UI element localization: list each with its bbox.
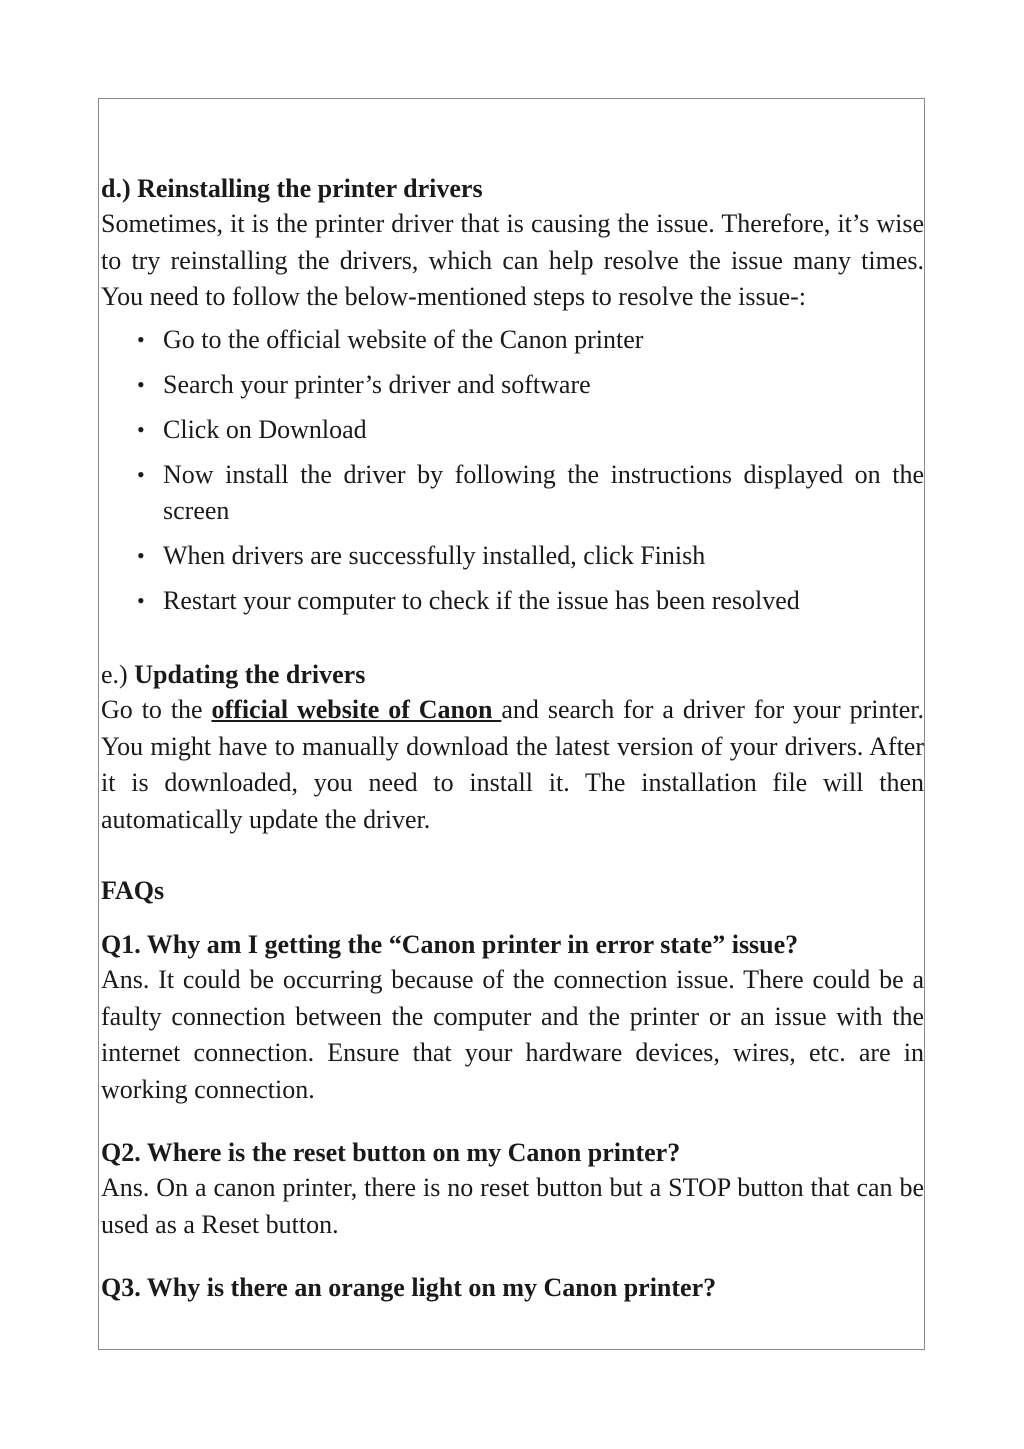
list-item-text: Click on Download <box>163 414 367 444</box>
bullet-icon: • <box>137 326 145 352</box>
faq-answer-1: Ans. It could be occurring because of the connection issue. There could be a faulty connection between the computer and the printer or an issue with the internet connection. Ensure that your hardware devices, wires, etc. are in working connection. <box>101 965 924 1104</box>
bullet-icon: • <box>137 416 145 442</box>
list-item <box>137 367 924 404</box>
spacer <box>101 1108 924 1136</box>
list-item <box>137 457 924 530</box>
list-item-text: Search your printer’s driver and software <box>163 369 591 399</box>
section-e-body <box>101 692 924 838</box>
list-item <box>137 538 924 575</box>
list-item-text: Go to the official website of the Canon printer <box>163 324 644 354</box>
bullet-icon: • <box>137 588 145 613</box>
list-item-text: When drivers are successfully installed, click Finish <box>163 541 706 570</box>
official-website-link[interactable]: official website of Canon <box>211 695 502 724</box>
spacer <box>101 838 924 874</box>
section-e-heading <box>101 658 924 692</box>
spacer <box>101 908 924 928</box>
document-content <box>101 172 924 1305</box>
section-e-text-after-link: and search for a driver for your printer. You might have to manually download the latest version of your drivers. After it is downloaded, you need to install it. The installation file will then automatically update the driver. <box>101 695 924 834</box>
section-e-title: Updating the drivers <box>134 660 366 689</box>
spacer <box>101 1243 924 1271</box>
list-item-text: Restart your computer to check if the issue has been resolved <box>163 586 800 615</box>
section-e-text-before-link: Go to the <box>101 695 212 724</box>
faqs-heading: FAQs <box>101 876 165 905</box>
faq-answer-2: Ans. On a canon printer, there is no reset button but a STOP button that can be used as a Reset button. <box>101 1173 924 1239</box>
faq-question-1: Q1. Why am I getting the “Canon printer in error state” issue? <box>101 930 799 959</box>
bullet-icon: • <box>137 543 145 568</box>
driver-steps-list <box>101 322 924 620</box>
list-item <box>137 322 924 359</box>
faq-question-2: Q2. Where is the reset button on my Canon printer? <box>101 1138 681 1167</box>
bullet-icon: • <box>137 371 145 397</box>
list-item <box>137 583 924 620</box>
list-item <box>137 412 924 449</box>
spacer <box>101 628 924 658</box>
section-e-prefix: e.) <box>101 660 135 689</box>
bullet-icon: • <box>137 461 145 487</box>
faq-question-3: Q3. Why is there an orange light on my Canon printer? <box>101 1273 717 1302</box>
section-d-heading: d.) Reinstalling the printer drivers <box>101 174 483 203</box>
section-d-intro: Sometimes, it is the printer driver that is causing the issue. Therefore, it’s wise to try reinstalling the drivers, which can help resolve the issue many times. You need to follow the below-mentioned steps to resolve the issue-: <box>101 209 924 311</box>
list-item-text: Now install the driver by following the instructions displayed on the screen <box>163 459 924 525</box>
